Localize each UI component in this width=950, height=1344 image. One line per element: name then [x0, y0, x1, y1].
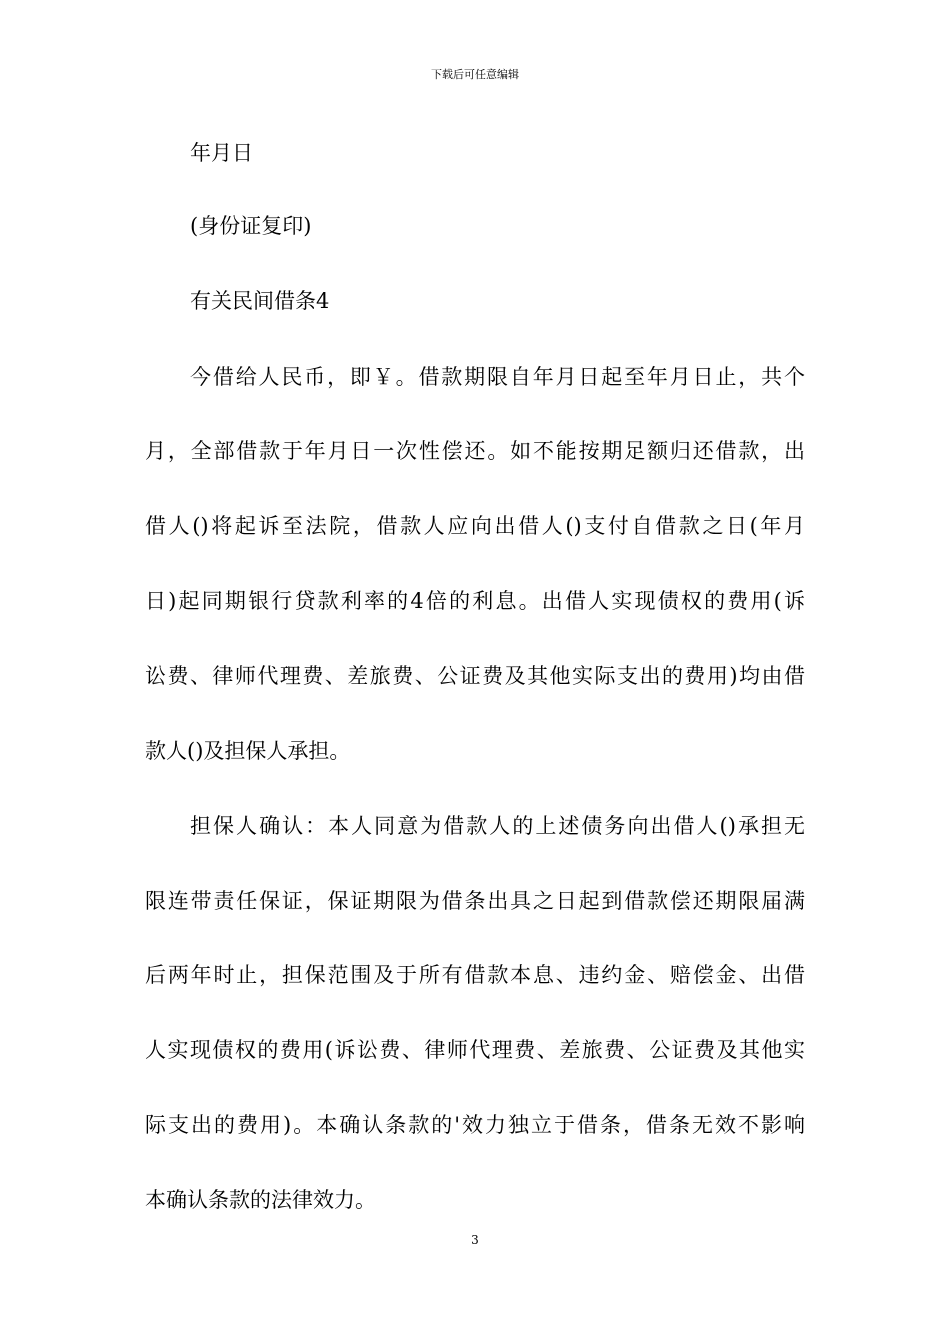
paragraph-line: 限连带责任保证，保证期限为借条出具之日起到借款偿还期限届满 [145, 889, 805, 913]
section-heading: 有关民间借条4 [190, 289, 330, 313]
paragraph-line: 月，全部借款于年月日一次性偿还。如不能按期足额归还借款，出 [145, 439, 805, 463]
paragraph-line: 日)起同期银行贷款利率的4倍的利息。出借人实现债权的费用(诉 [145, 589, 805, 613]
date-line: 年月日 [190, 141, 253, 165]
paragraph-line: 本确认条款的法律效力。 [145, 1188, 376, 1212]
page-number: 3 [471, 1233, 479, 1247]
paragraph-line: 担保人确认：本人同意为借款人的上述债务向出借人()承担无 [190, 814, 805, 838]
paragraph-line: 今借给人民币，即￥。借款期限自年月日起至年月日止，共个 [190, 365, 805, 389]
paragraph-line: 际支出的费用)。本确认条款的'效力独立于借条，借条无效不影响 [145, 1113, 805, 1137]
header-note: 下载后可任意编辑 [431, 68, 519, 81]
id-copy-line: (身份证复印) [190, 214, 312, 238]
paragraph-line: 款人()及担保人承担。 [145, 739, 351, 763]
paragraph-line: 人实现债权的费用(诉讼费、律师代理费、差旅费、公证费及其他实 [145, 1038, 805, 1062]
paragraph-line: 讼费、律师代理费、差旅费、公证费及其他实际支出的费用)均由借 [145, 664, 805, 688]
paragraph-line: 后两年时止，担保范围及于所有借款本息、违约金、赔偿金、出借 [145, 963, 805, 987]
paragraph-line: 借人()将起诉至法院，借款人应向出借人()支付自借款之日(年月 [145, 514, 805, 538]
